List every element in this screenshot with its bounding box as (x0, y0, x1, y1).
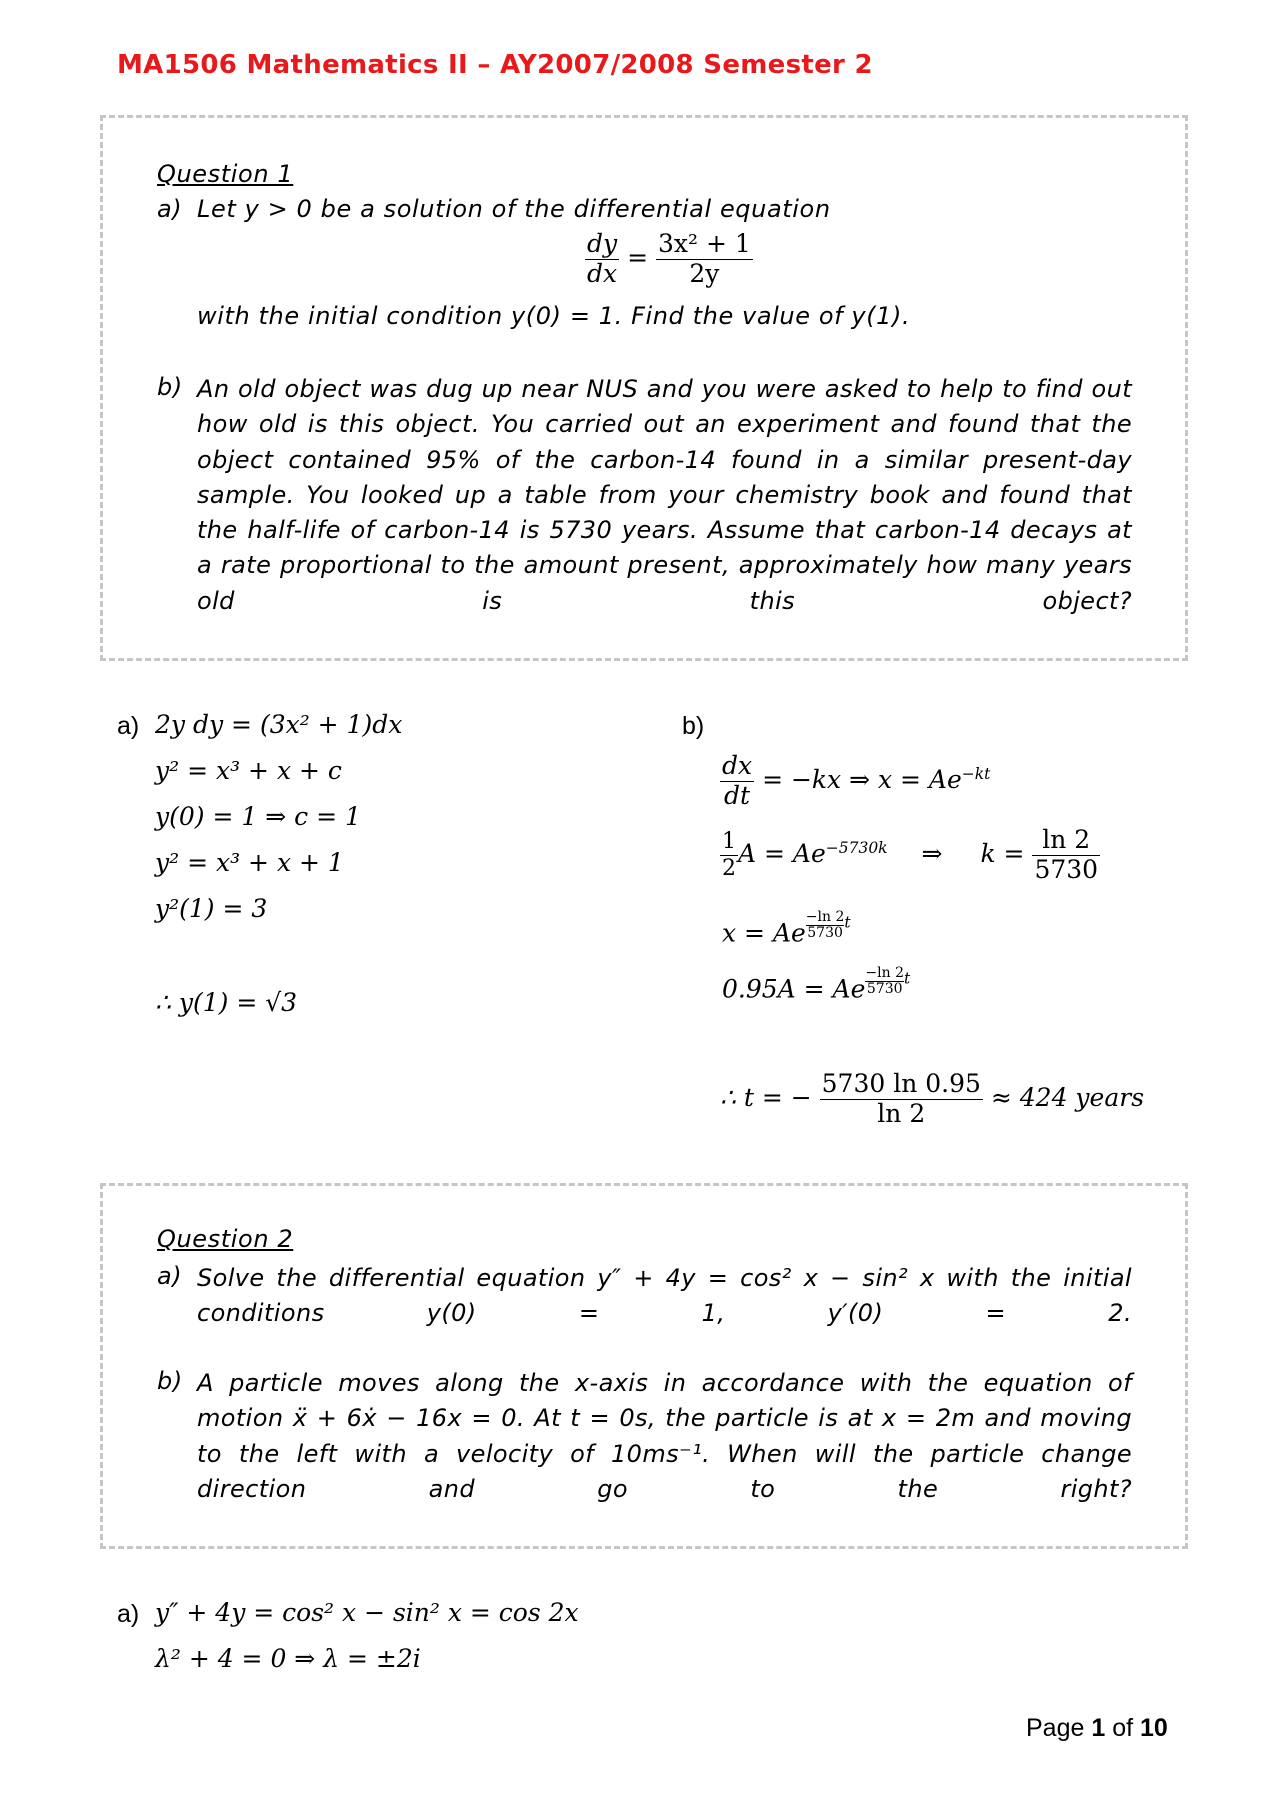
solution-1a-line-5: y²(1) = 3 (155, 894, 268, 923)
b2-k-denominator: 5730 (1034, 854, 1099, 884)
b5-lhs: ∴ t = − (720, 1082, 812, 1112)
b5-numerator: 5730 ln 0.95 (821, 1069, 981, 1098)
solution-1b-line-3 (722, 910, 851, 948)
b2-k-numerator: ln 2 (1032, 826, 1100, 856)
solution-1b-label: b) (682, 712, 705, 740)
solution-1b-line-4 (722, 966, 910, 1004)
solution-1a-answer: ∴ y(1) = √3 (155, 988, 298, 1017)
solution-1a-line-2: y² = x³ + x + c (155, 756, 342, 785)
solution-2a-label: a) (117, 1600, 140, 1628)
b1-denominator: dt (724, 780, 751, 810)
page-current: 1 (1091, 1714, 1106, 1742)
b2-arrow: ⇒ (921, 838, 943, 868)
eq-lhs-denominator: dx (587, 258, 618, 288)
question-2b-label: b) (157, 1367, 183, 1395)
question-2a-text: Solve the differential equation y″ + 4y = cos² x − sin² x with the initial conditions y(0) = 1, y′(0) = 2. (197, 1264, 1132, 1328)
b2-half-numerator: 1 (722, 829, 736, 855)
b2-mid: A = Ae (738, 838, 826, 868)
page-header-title: MA1506 Mathematics II – AY2007/2008 Semester 2 (117, 50, 873, 80)
b4-exp-den: 5730 (866, 980, 903, 997)
question-2-title: Question 2 (157, 1225, 294, 1253)
question-1b-text: An old object was dug up near NUS and you were asked to help to find out how old is this object. You carried out an experiment and found that the object contained 95% of the carbon-14 found in a similar present-day sample. You looked up a table from your chemistry book and found that the half-life of carbon-14 is 5730 years. Assume that carbon-14 decays at a rate proportional to the amount present, approximately how many years old is this object? (197, 375, 1132, 615)
b1-rest: = −kx ⇒ x = Ae (762, 764, 962, 794)
b3-lhs: x = Ae (722, 918, 806, 948)
solution-1b-line-1 (720, 752, 990, 811)
question-2a-label: a) (157, 1262, 183, 1290)
question-1-title: Question 1 (157, 160, 294, 188)
eq-equals: = (627, 242, 649, 272)
eq-rhs-denominator: 2y (689, 258, 720, 288)
b3-exp-den: 5730 (807, 924, 843, 941)
b2-k: k = (980, 838, 1025, 868)
solution-2a-line-2: λ² + 4 = 0 ⇒ λ = ±2i (155, 1644, 421, 1673)
b3-exp-var: t (844, 913, 851, 932)
solution-1b-line-2 (720, 826, 1100, 885)
solution-1a-line-4: y² = x³ + x + 1 (155, 848, 344, 877)
question-1a-label: a) (157, 195, 183, 223)
solution-1a-line-1: 2y dy = (3x² + 1)dx (155, 710, 403, 739)
solution-1b-line-5 (720, 1070, 1144, 1129)
page-total: 10 (1140, 1714, 1168, 1742)
solution-2a-line-1: y″ + 4y = cos² x − sin² x = cos 2x (155, 1598, 579, 1627)
question-1a-intro: Let y > 0 be a solution of the differential equation (197, 195, 831, 223)
eq-rhs-numerator: 3x² + 1 (658, 229, 751, 258)
b3-exp-num: −ln 2 (805, 909, 845, 925)
b1-numerator: dx (722, 751, 753, 780)
eq-lhs-numerator: dy (587, 229, 618, 258)
b4-lhs: 0.95A = Ae (722, 974, 866, 1004)
page-number: Page 1 of 10 (1026, 1714, 1168, 1742)
b4-exp-num: −ln 2 (865, 965, 905, 981)
b1-exponent: −kt (961, 765, 991, 784)
b2-half-denominator: 2 (722, 855, 736, 881)
question-1a-equation (585, 230, 753, 289)
solution-1a-line-3: y(0) = 1 ⇒ c = 1 (155, 802, 361, 831)
b5-rhs: ≈ 424 years (990, 1082, 1145, 1112)
b2-exponent: −5730k (825, 839, 888, 858)
question-1b-label: b) (157, 373, 183, 401)
question-2b-text: A particle moves along the x-axis in accordance with the equation of motion ẍ + 6ẋ − 16x = 0. At t = 0s, the particle is at x = 2m and moving to the left with a velocity of 10ms⁻¹. When will the particle change direction and go to the right? (197, 1369, 1132, 1503)
question-1a-condition: with the initial condition y(0) = 1. Find the value of y(1). (197, 302, 911, 330)
solution-1a-label: a) (117, 712, 140, 740)
b4-exp-var: t (904, 969, 911, 988)
b5-denominator: ln 2 (877, 1098, 926, 1128)
